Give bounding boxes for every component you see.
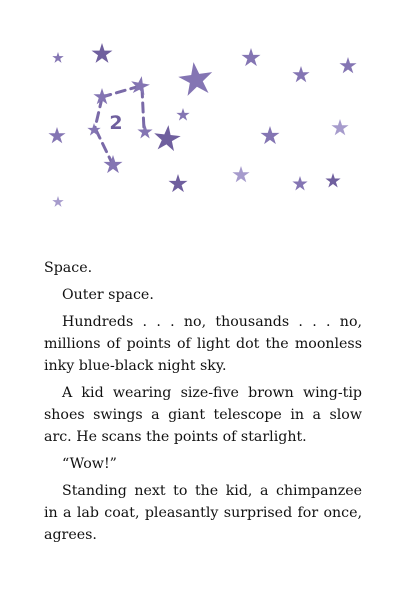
paragraph: A kid wearing size-five brown wing-tip shoes swings a giant telescope in a slow arc. He scans the points of starlight.: [44, 385, 362, 445]
stars: [48, 43, 356, 207]
star-icon: [292, 66, 309, 82]
star-icon: [153, 124, 182, 152]
star-icon: [48, 127, 65, 143]
star-icon: [129, 75, 151, 96]
star-icon: [52, 196, 63, 207]
paragraph: Hundreds . . . no, thousands . . . no, millions of points of light dot the moonless inky blue-black night sky.: [44, 314, 362, 374]
star-icon: [241, 48, 260, 66]
paragraph: Standing next to the kid, a chimpanzee in a lab coat, pleasantly surprised for once, agrees.: [44, 483, 362, 543]
star-icon: [137, 124, 152, 138]
paragraph: Outer space.: [62, 287, 154, 303]
star-icon: [331, 119, 348, 135]
star-icon: [103, 155, 122, 173]
star-icon: [176, 108, 189, 121]
chapter-number: 2: [109, 112, 123, 134]
paragraph: Space.: [44, 260, 93, 276]
paragraph: “Wow!”: [62, 456, 117, 472]
star-field-illustration: [0, 0, 404, 230]
star-icon: [292, 176, 307, 190]
star-icon: [325, 173, 340, 187]
star-icon: [339, 57, 356, 73]
star-icon: [232, 166, 249, 182]
star-icon: [92, 43, 113, 63]
star-icon: [168, 174, 187, 192]
story-text: [44, 257, 362, 551]
star-icon: [177, 60, 215, 97]
star-icon: [52, 52, 63, 63]
star-icon: [260, 126, 279, 144]
